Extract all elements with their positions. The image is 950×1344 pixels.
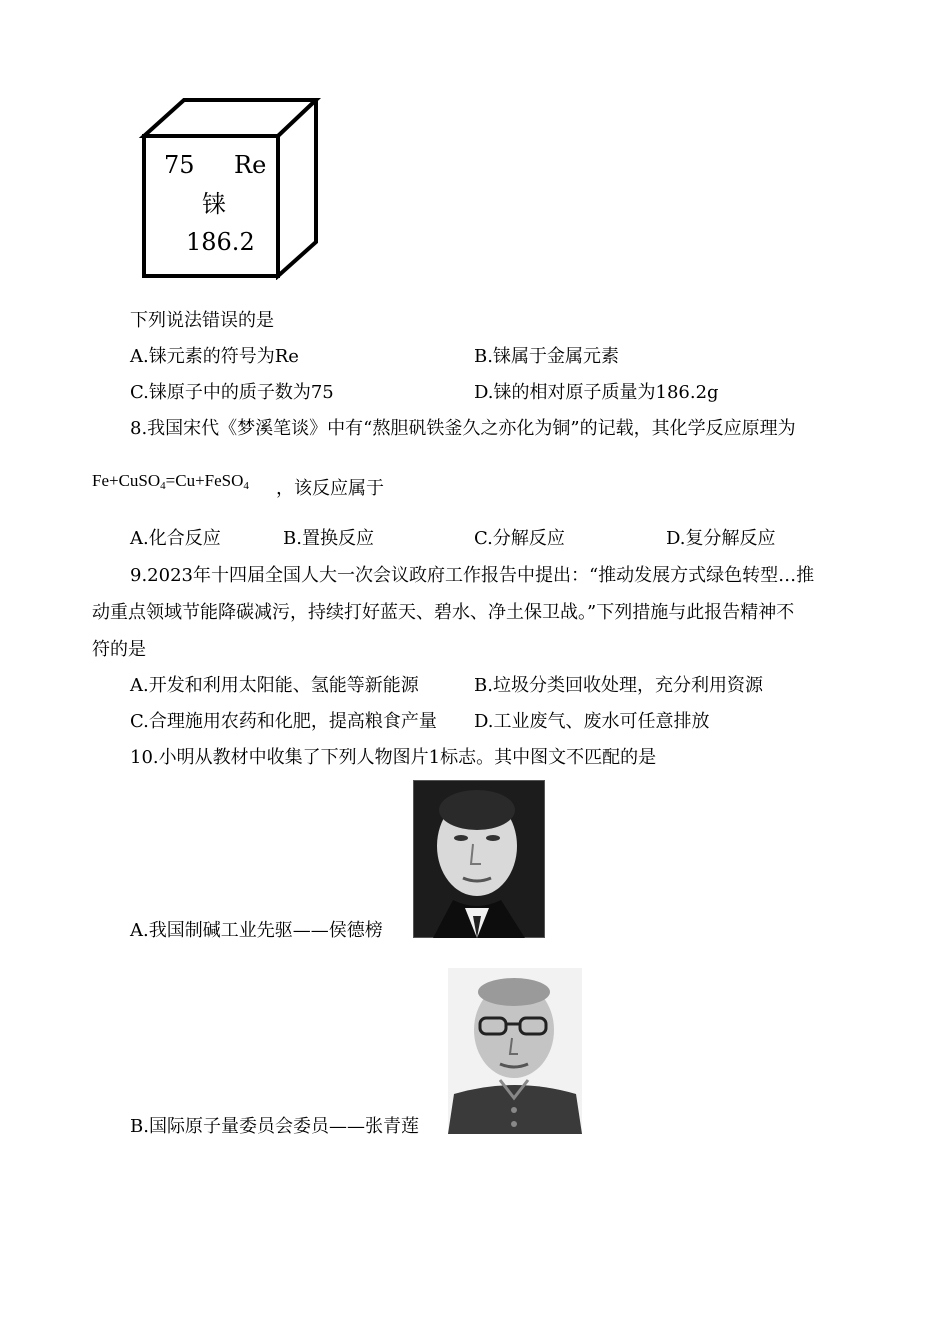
q10-option-b: B.国际原子量委员会委员——张青莲 xyxy=(130,1116,419,1137)
q7-option-d: D.铼的相对原子质量为186.2g xyxy=(474,382,719,403)
portrait-hou-debang xyxy=(413,780,545,938)
q8-option-a: A.化合反应 xyxy=(130,528,221,549)
q9-option-a: A.开发和利用太阳能、氢能等新能源 xyxy=(130,675,419,696)
q9-line-2: 动重点领域节能降碳减污，持续打好蓝天、碧水、净土保卫战。”下列措施与此报告精神不 xyxy=(92,602,795,623)
q8-equation-products: =Cu+FeSO xyxy=(165,471,244,490)
q10-option-a: A.我国制碱工业先驱——侯德榜 xyxy=(130,920,383,941)
q8-equation xyxy=(92,472,249,492)
q7-option-b: B.铼属于金属元素 xyxy=(474,346,619,367)
q9-option-c: C.合理施用农药和化肥，提高粮食产量 xyxy=(130,711,437,732)
atomic-mass: 186.2 xyxy=(186,228,255,256)
element-symbol: Re xyxy=(234,151,267,179)
q8-eq-subscript-1: 4 xyxy=(160,480,166,492)
atomic-number: 75 xyxy=(164,151,195,179)
q8-eq-subscript-2: 4 xyxy=(243,480,249,492)
q8-option-c: C.分解反应 xyxy=(474,528,565,549)
element-card-illustration xyxy=(126,98,326,280)
q7-option-a: A.铼元素的符号为Re xyxy=(130,346,299,367)
q7-option-c: C.铼原子中的质子数为75 xyxy=(130,382,334,403)
q9-line-3: 符的是 xyxy=(92,639,146,660)
element-name: 铼 xyxy=(202,190,226,218)
q8-option-d: D.复分解反应 xyxy=(666,528,776,549)
q8-line-1: 8.我国宋代《梦溪笔谈》中有“熬胆矾铁釜久之亦化为铜”的记载，其化学反应原理为 xyxy=(130,418,796,439)
q7-stem: 下列说法错误的是 xyxy=(130,310,274,331)
q8-equation-reactants: Fe+CuSO xyxy=(92,471,161,490)
q9-option-d: D.工业废气、废水可任意排放 xyxy=(474,711,710,732)
q9-line-1: 9.2023年十四届全国人大一次会议政府工作报告中提出：“推动发展方式绿色转型…推 xyxy=(130,565,815,586)
q10-stem: 10.小明从教材中收集了下列人物图片1标志。其中图文不匹配的是 xyxy=(130,747,657,768)
q9-option-b: B.垃圾分类回收处理，充分利用资源 xyxy=(474,675,763,696)
q8-option-b: B.置换反应 xyxy=(283,528,374,549)
portrait-zhang-qinglian xyxy=(448,968,582,1134)
q8-tail: ，该反应属于 xyxy=(276,478,384,499)
